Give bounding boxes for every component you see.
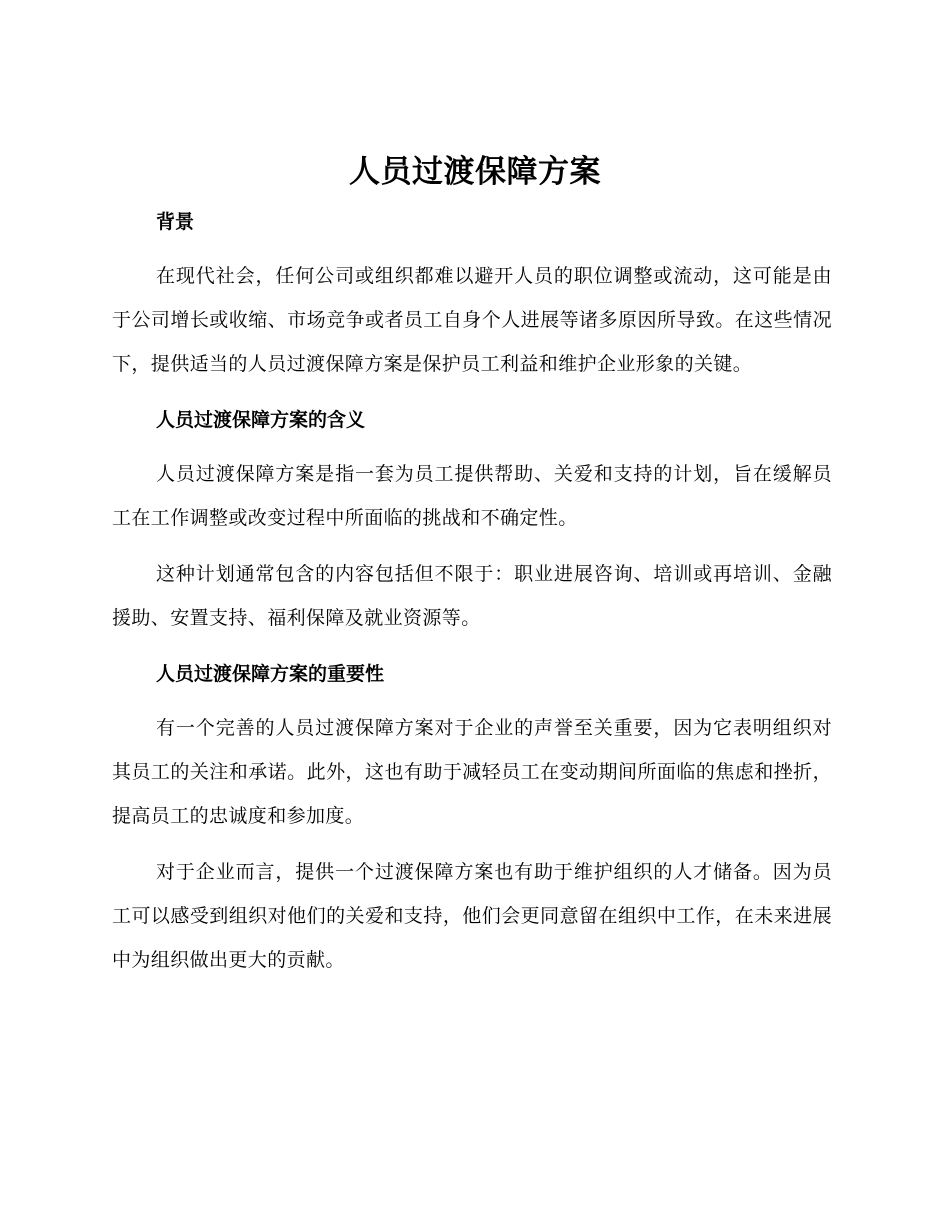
section-heading-background: 背景 — [156, 211, 195, 233]
document-title: 人员过渡保障方案 — [349, 154, 601, 190]
section-heading-meaning: 人员过渡保障方案的含义 — [156, 409, 366, 431]
section-importance — [112, 650, 832, 982]
document-body — [112, 198, 832, 982]
section-background — [112, 198, 832, 386]
paragraph-importance-reputation: 有一个完善的人员过渡保障方案对于企业的声誉至关重要，因为它表明组织对其员工的关注和承诺。此外，这也有助于减轻员工在变动期间所面临的焦虑和挫折，提高员工的忠诚度和参加度。 — [112, 717, 832, 827]
section-heading-importance: 人员过渡保障方案的重要性 — [156, 663, 385, 685]
paragraph-importance-talent: 对于企业而言，提供一个过渡保障方案也有助于维护组织的人才储备。因为员工可以感受到组织对他们的关爱和支持，他们会更同意留在组织中工作，在未来进展中为组织做出更大的贡献。 — [112, 861, 832, 971]
paragraph-meaning-definition: 人员过渡保障方案是指一套为员工提供帮助、关爱和支持的计划，旨在缓解员工在工作调整或改变过程中所面临的挑战和不确定性。 — [112, 463, 832, 529]
paragraph-meaning-contents: 这种计划通常包含的内容包括但不限于：职业进展咨询、培训或再培训、金融援助、安置支持、福利保障及就业资源等。 — [112, 563, 832, 629]
section-meaning — [112, 396, 832, 640]
paragraph-background: 在现代社会，任何公司或组织都难以避开人员的职位调整或流动，这可能是由于公司增长或收缩、市场竞争或者员工自身个人进展等诸多原因所导致。在这些情况下，提供适当的人员过渡保障方案是保护员工利益和维护企业形象的关键。 — [112, 265, 832, 375]
